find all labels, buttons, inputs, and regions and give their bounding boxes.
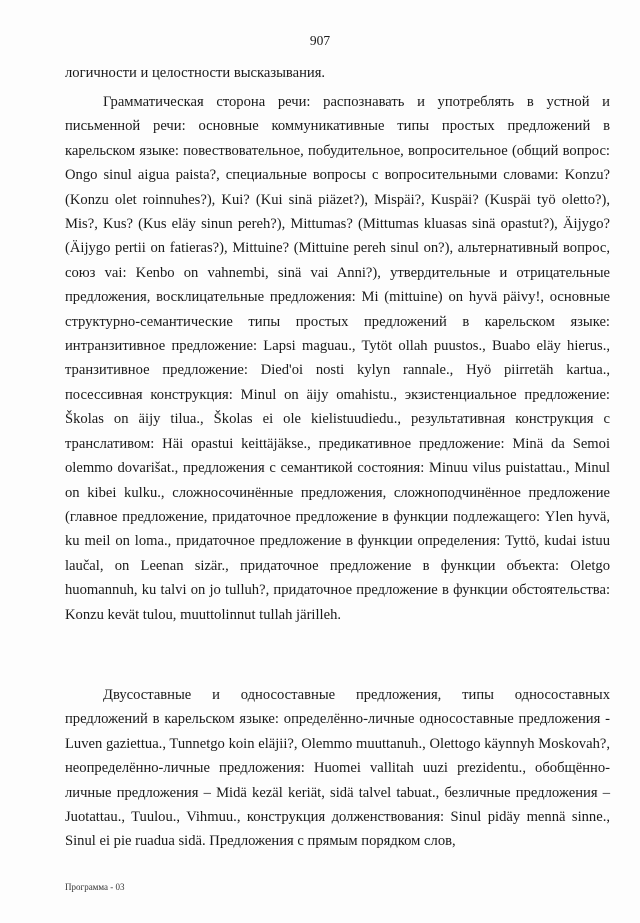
page-footer: Программа - 03: [65, 882, 125, 892]
continuation-text: логичности и целостности высказывания.: [65, 65, 326, 81]
paragraph-grammar: [65, 90, 610, 627]
paragraph-2-text: Двусоставные и односоставные предложения, типы односоставных предложений в карельском языке: определённо-личные односоставные предложения -Luven gaziettua., Tunnetgo koin eläjii?, Olemmo muuttanuh., Olettogo käynnyh Moskovah?, неопределённо-личные предложения: Huomei vallitah uuzi prezidentu., обобщённо-личные предложения – Midä kezäl keriät, sidä talvel tabuat., безличные предложения – Juotattau., Tuulou., Vihmuu., конструкция долженствования: Sinul pidäy mennä sinne., Sinul ei pie ruadua sidä. Предложения с прямым порядком слов,: [65, 687, 610, 850]
page-number: 907: [309, 33, 331, 48]
paragraph-1-text: Грамматическая сторона речи: распознавать и употреблять в устной и письменной речи: основные коммуникативные типы простых предложений в карельском языке: повествовательное, побудительное, вопросительное (общий вопрос: Ongo sinul aigua paista?, специальные вопросы с вопросительными словами: Konzu? (Konzu olet roinnuhes?), Kui? (Kui sinä piäzet?), Mispäi?, Kuspäi? (Kuspäi työ oletto?), Mis?, Kus? (Kus eläy sinun pereh?), Mittumas? (Mittumas kluasas sinä opastut?), Äijygo? (Äijygo pertii on fatieras?), Mittuine? (Mittuine pereh sinul on?), альтернативный вопрос, союз vai: Kenbo on vahnembi, sinä vai Anni?), утвердительные и отрицательные предложения, восклицательные предложения: Mi (mittuine) on hyvä päivy!, основные структурно-семантические типы простых предложений в карельском языке: интранзитивное предложение: Lapsi maguau., Tytöt ollah puustos., Buabo eläy hierus., транзитивное предложение: Died'oi nosti kylyn rannale., Hyö piirretäh kartua., посессивная конструкция: Minul on äijy omahistu., экзистенциальное предложение: Školas on äijy tilua., Školas ei ole kielistuudiedu., результативная конструкция с транслативом: Häi opastui keittäjäkse., предикативное предложение: Minä da Semoi olemmo dovarišat., предложения с семантикой состояния: Minuu vilus puistattau., Minul on kibei kulku., сложносочинённые предложения, сложноподчинённое предложение (главное предложение, придаточное предложение в функции подлежащего: Ylen hyvä, ku meil on loma., придаточное предложение в функции определения: Tyttö, kudai istuu laučal, on Leenan sizär., придаточное предложение в функции объекта: Oletgo huomannuh, ku talvi on jo tulluh?, придаточное предложение в функции обстоятельства: Konzu kevät tulou, muuttolinnut tullah järilleh.: [65, 94, 610, 623]
paragraph-sentence-types: [65, 683, 610, 854]
continuation-line: [65, 61, 610, 85]
